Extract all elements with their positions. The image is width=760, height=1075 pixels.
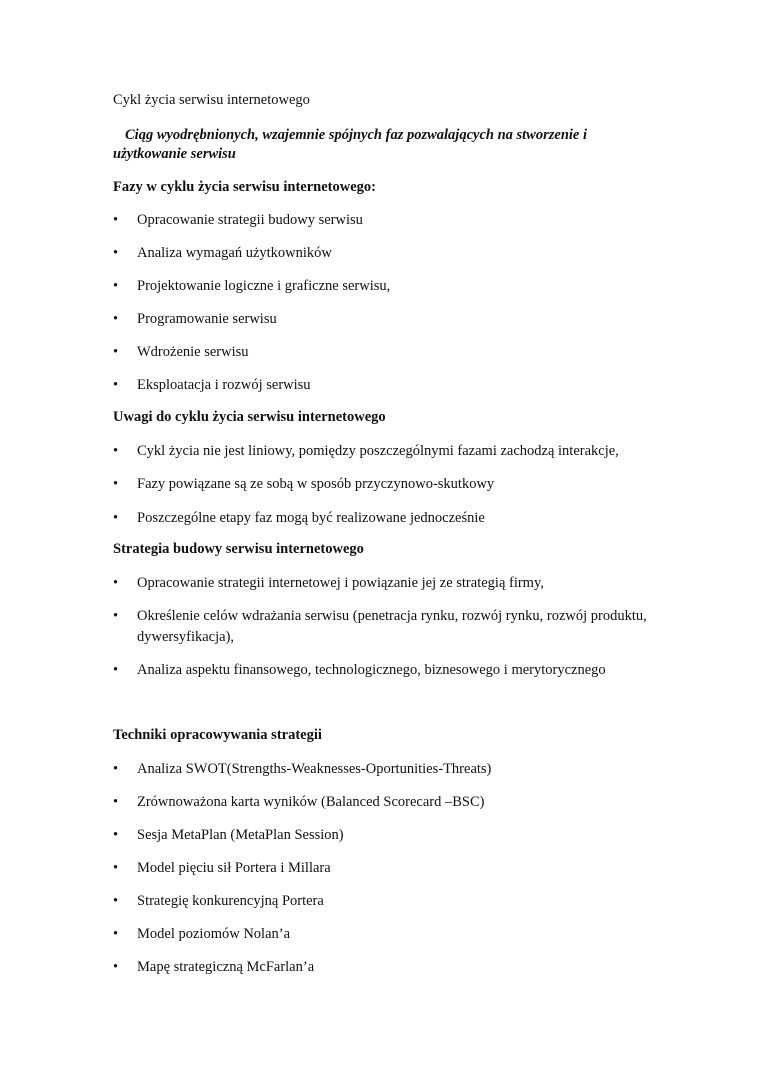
bullet-icon: • <box>113 827 119 843</box>
bullet-icon: • <box>113 926 119 942</box>
bullet-icon: • <box>113 575 119 591</box>
section-heading-uwagi: Uwagi do cyklu życia serwisu internetowego <box>113 409 386 425</box>
bullet-icon: • <box>113 794 119 810</box>
bullet-icon: • <box>113 377 119 393</box>
bullet-icon: • <box>113 311 119 327</box>
bullet-icon: • <box>113 443 119 459</box>
bullet-icon: • <box>113 245 119 261</box>
section-heading-fazy: Fazy w cyklu życia serwisu internetowego: <box>113 179 376 195</box>
bullet-icon: • <box>113 860 119 876</box>
section-heading-techniki: Techniki opracowywania strategii <box>113 727 322 743</box>
bullet-icon: • <box>113 893 119 909</box>
bullet-icon: • <box>113 476 119 492</box>
bullet-icon: • <box>113 278 119 294</box>
bullet-icon: • <box>113 959 119 975</box>
bullet-icon: • <box>113 662 119 678</box>
bullet-icon: • <box>113 761 119 777</box>
bullet-icon: • <box>113 344 119 360</box>
bullet-icon: • <box>113 212 119 228</box>
bullet-icon: • <box>113 510 119 526</box>
document-title: Cykl życia serwisu internetowego <box>113 92 310 108</box>
document-subtitle: Ciąg wyodrębnionych, wzajemnie spójnych faz pozwalających na stworzenie i użytkowanie serwisu <box>113 127 588 162</box>
document-page: Cykl życia serwisu internetowego Ciąg wyodrębnionych, wzajemnie spójnych faz pozwalających na stworzenie i użytkowanie serwisu Fazy w cyklu życia serwisu internetowego: • Opracowanie strategii budowy serwisu • Analiza wymagań użytkowników • Projektowanie logiczne i graficzne serwisu, • Programowanie serwisu • Wdrożenie serwisu • Eksploatacja i rozwój serwisu Uwagi do cyklu życia serwisu internetowego • Cykl życia nie jest liniowy, pomiędzy poszczególnymi fazami zachodzą interakcje, • Fazy powiązane są ze sobą w sposób przyczynowo-skutkowy • Poszczególne etapy faz mogą być realizowane jednocześnie Strategia budowy serwisu internetowego • Opracowanie strategii internetowej i powiązanie jej ze strategią firmy, • Określenie celów wdrażania serwisu (penetracja rynku, rozwój rynku, rozwój produktu, dywersyfikacja), • Analiza aspektu finansowego, technologicznego, biznesowego i merytorycznego Techniki opracowywania strategii • Analiza SWOT(Strengths-Weaknesses-Oportunities-Threats) • Zrównoważona karta wyników (Balanced Scorecard –BSC) • Sesja MetaPlan (MetaPlan Session) • Model pięciu sił Portera i Millara • Strategię konkurencyjną Portera • Model poziomów Nolan’a • Mapę strategiczną McFarlan’a <box>0 0 760 1075</box>
bullet-icon: • <box>113 608 119 624</box>
section-heading-strategia: Strategia budowy serwisu internetowego <box>113 541 364 557</box>
